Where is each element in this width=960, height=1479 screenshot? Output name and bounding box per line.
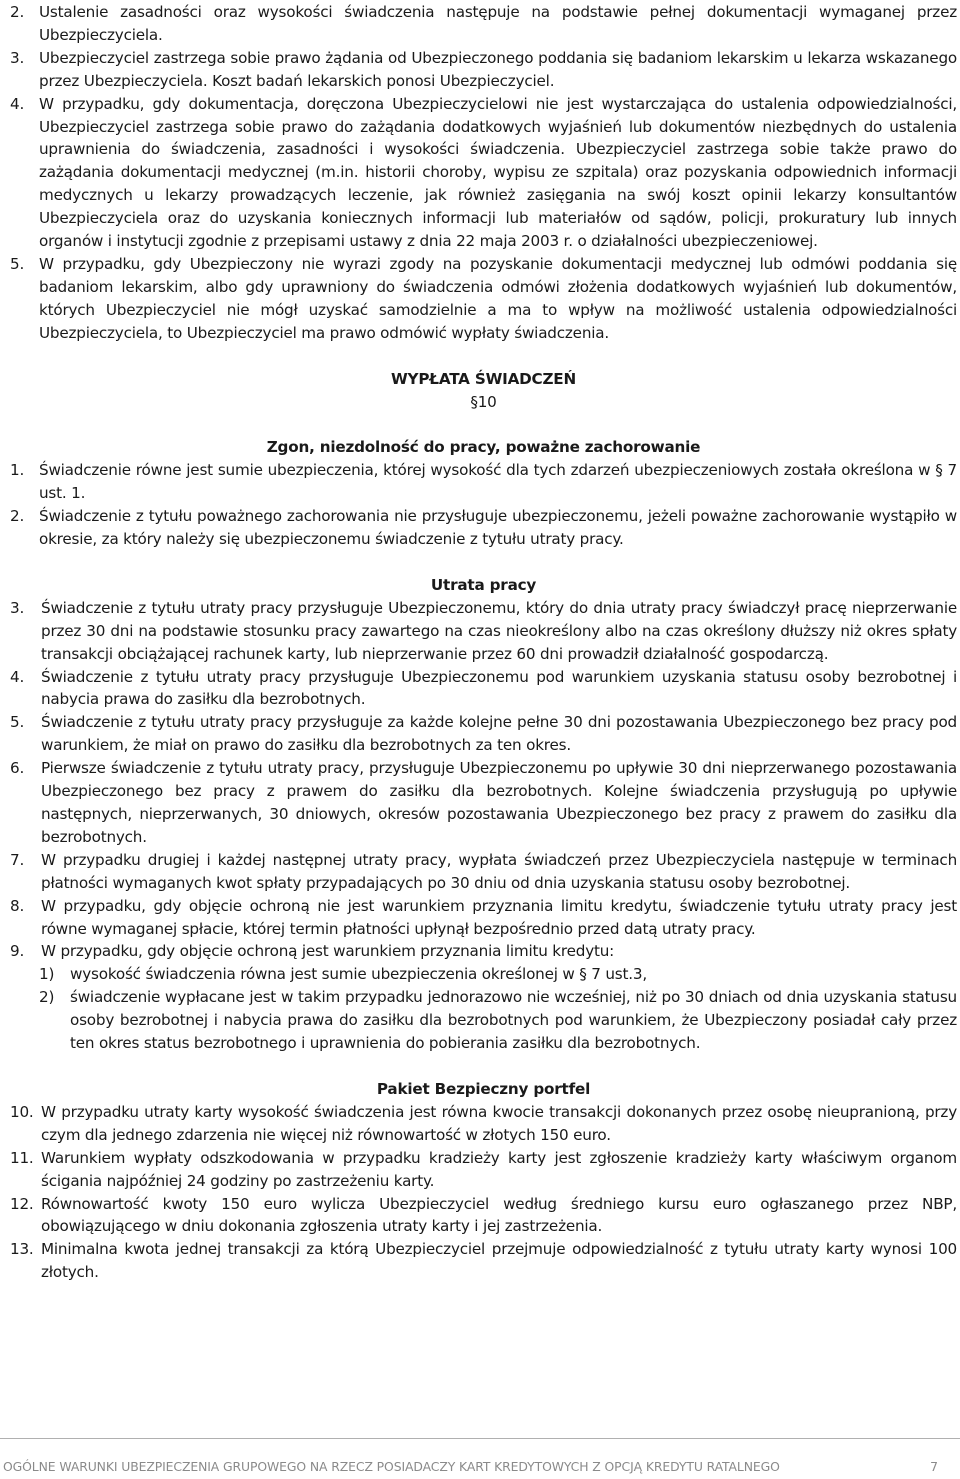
claims-procedure-list [10,1,957,345]
item-number: 9. [10,942,25,961]
item-number: 2. [10,507,25,526]
subheading-safe-wallet: Pakiet Bezpieczny portfel [376,1079,591,1098]
item-text: Świadczenie równe jest sumie ubezpieczenia, której wysokość dla tych zdarzeń ubezpieczeniowych została określona w § 7 ust. 1. [39,461,957,503]
list-item [10,1,957,47]
item-text: Świadczenie z tytułu utraty pracy przysługuje Ubezpieczonemu pod warunkiem uzyskania statusu osoby bezrobotnej i nabycia prawa do zasiłku dla bezrobotnych. [41,667,957,709]
sub-list-item [39,986,957,1055]
item-text: Świadczenie z tytułu utraty pracy przysługuje Ubezpieczonemu, który do dnia utraty pracy świadczył pracę nieprzerwanie przez 30 dni na podstawie stosunku pracy zawartego na czas nieokreślony albo na czas określony dłuższy niż okres spłaty transakcji obciążającej rachunek karty, lub nieprzerwanie przez 60 dni prowadził działalność gospodarczą. [41,598,957,663]
item-text: W przypadku, gdy dokumentacja, doręczona Ubezpieczycielowi nie jest wystarczająca do ustalenia odpowiedzialności, Ubezpieczyciel zastrzega sobie prawo do zażądania dodatkowych wyjaśnień lub dokumentów niezbędnych do ustalenia uprawnienia do świadczenia, zasadności i wysokości świadczenia. Ubezpieczyciel zastrzega sobie także prawo do zażądania dokumentacji medycznej (m.in. historii choroby, wypisu ze szpitala) oraz pozyskania odpowiednich informacji medycznych u lekarzy prowadzących leczenie, jak również zasięgania na swój koszt opinii lekarzy konsultantów Ubezpieczyciela oraz do uzyskania koniecznych informacji lub materiałów od sądów, policji, prokuratury lub innych organów i instytucji zgodnie z przepisami ustawy z dnia 22 maja 2003 r. o działalności ubezpieczeniowej. [39,94,957,251]
sub-item-number: 1) [39,965,55,984]
list-item [10,895,957,941]
item-number: 6. [10,759,25,778]
item-text: Minimalna kwota jednej transakcji za którą Ubezpieczyciel przejmuje odpowiedzialność z tytułu utraty karty wynosi 100 złotych. [41,1240,957,1282]
item-text: Pierwsze świadczenie z tytułu utraty pracy, przysługuje Ubezpieczonemu po upływie 30 dni nieprzerwanego pozostawania Ubezpieczonego bez pracy z prawem do zasiłku dla bezrobotnych. Kolejne świadczenia przysługują po upływie następnych, nieprzerwanych, 30 dniowych, okresów pozostawania Ubezpieczonego bez pracy z prawem do zasiłku dla bezrobotnych. [41,759,957,846]
item-number: 5. [10,713,25,732]
item-number: 3. [10,598,25,617]
subheading-death-disability: Zgon, niezdolność do pracy, poważne zachorowanie [266,438,701,457]
item-number: 3. [10,48,25,67]
list-item [10,1147,957,1193]
chapter-title: WYPŁATA ŚWIADCZEŃ [391,369,576,388]
list-item [10,459,957,505]
item-number: 7. [10,850,25,869]
item-text: W przypadku utraty karty wysokość świadczenia jest równa kwocie transakcji dokonanych przez osobę nieupranioną, przy czym dla jednego zdarzenia nie więcej niż równowartość w złotych 150 euro. [41,1102,957,1144]
list-item [10,505,957,551]
sub-item-text: wysokość świadczenia równa jest sumie ubezpieczenia określonej w § 7 ust.3, [70,965,647,984]
item-text: W przypadku, gdy objęcie ochroną nie jest warunkiem przyznania limitu kredytu, świadczenie tytułu utraty pracy jest równe wymaganej spłacie, której termin płatności upłynął bezpośrednio przed datą utraty pracy. [41,896,957,938]
item-number: 2. [10,3,25,21]
item-number: 11. [10,1148,34,1167]
item-number: 4. [10,667,25,686]
page-footer [0,1438,960,1479]
item-text: Świadczenie z tytułu poważnego zachorowania nie przysługuje ubezpieczonemu, jeżeli poważne zachorowanie wystąpiło w okresie, za który należy się ubezpieczonemu świadczenie z tytułu utraty pracy. [39,507,957,549]
item-number: 5. [10,254,25,273]
spacer [10,345,957,368]
list-item [10,940,957,963]
death-disability-list [10,459,957,551]
item-text: Ubezpieczyciel zastrzega sobie prawo żądania od Ubezpieczonego poddania się badaniom lekarskim u lekarza wskazanego przez Ubezpieczyciela. Koszt badań lekarskich ponosi Ubezpieczyciel. [39,48,957,90]
list-item [10,757,957,849]
job-loss-list [10,597,957,964]
list-item [10,597,957,666]
safe-wallet-list [10,1101,957,1284]
item-text: W przypadku, gdy Ubezpieczony nie wyrazi zgody na pozyskanie dokumentacji medycznej lub odmówi poddania się badaniom lekarskim, albo gdy uprawniony do świadczenia odmówi złożenia dodatkowych wyjaśnień lub dokumentów, których Ubezpieczyciel nie mógł uzyskać samodzielnie a ma to wpływ na możliwość ustalenia odpowiedzialności Ubezpieczyciela, to Ubezpieczyciel ma prawo odmówić wypłaty świadczenia. [39,254,957,342]
list-item [10,666,957,712]
list-item [10,1238,957,1284]
sub-item-number: 2) [39,988,55,1007]
item-number: 12. [10,1194,34,1213]
item-9-sublist [10,963,957,1055]
item-number: 8. [10,896,25,915]
item-text: Warunkiem wypłaty odszkodowania w przypadku kradzieży karty jest zgłoszenie kradzieży karty właściwym organom ścigania najpóźniej 24 godziny po zastrzeżeniu karty. [41,1148,957,1190]
spacer [10,551,957,574]
footer-title: OGÓLNE WARUNKI UBEZPIECZENIA GRUPOWEGO NA RZECZ POSIADACZY KART KREDYTOWYCH Z OPCJĄ KREDYTU RATALNEGO [3,1459,780,1474]
list-item [10,849,957,895]
paragraph-mark: §10 [470,392,497,411]
sub-item-text: świadczenie wypłacane jest w takim przypadku jednorazowo nie wcześniej, niż po 30 dniach od dnia uzyskania statusu osoby bezrobotnej i nabycia prawa do zasiłku dla bezrobotnych pod warunkiem, że Ubezpieczony posiadał cały przez ten okres status bezrobotnego i uprawnienia do pobierania zasiłku dla bezrobotnych. [70,988,957,1053]
spacer [10,1055,957,1078]
item-number: 4. [10,94,25,113]
spacer [10,413,957,436]
sub-list-item [39,963,957,986]
item-number: 1. [10,461,25,480]
list-item [10,47,957,93]
item-text: W przypadku drugiej i każdej następnej utraty pracy, wypłata świadczeń przez Ubezpieczyciela następuje w terminach płatności wymaganych kwot spłaty przypadających po 30 dniu od dnia uzyskania statusu osoby bezrobotnej. [41,850,957,892]
list-item [10,1101,957,1147]
list-item [10,93,957,253]
list-item [10,1193,957,1239]
document-body [10,1,957,1284]
item-text: W przypadku, gdy objęcie ochroną jest warunkiem przyznania limitu kredytu: [41,942,615,961]
list-item [10,711,957,757]
item-text: Równowartość kwoty 150 euro wylicza Ubezpieczyciel według średniego kursu euro ogłaszanego przez NBP, obowiązującego w dniu dokonania zgłoszenia utraty karty i jej zastrzeżenia. [41,1194,957,1236]
subheading-job-loss: Utrata pracy [430,575,537,594]
item-number: 10. [10,1102,34,1121]
item-number: 13. [10,1240,34,1259]
list-item [10,253,957,345]
page-number: 7 [930,1459,938,1474]
item-text: Ustalenie zasadności oraz wysokości świadczenia następuje na podstawie pełnej dokumentacji wymaganej przez Ubezpieczyciela. [39,3,957,44]
item-text: Świadczenie z tytułu utraty pracy przysługuje za każde kolejne pełne 30 dni pozostawania Ubezpieczonego bez pracy pod warunkiem, że miał on prawo do zasiłku dla bezrobotnych za ten okres. [41,713,957,755]
